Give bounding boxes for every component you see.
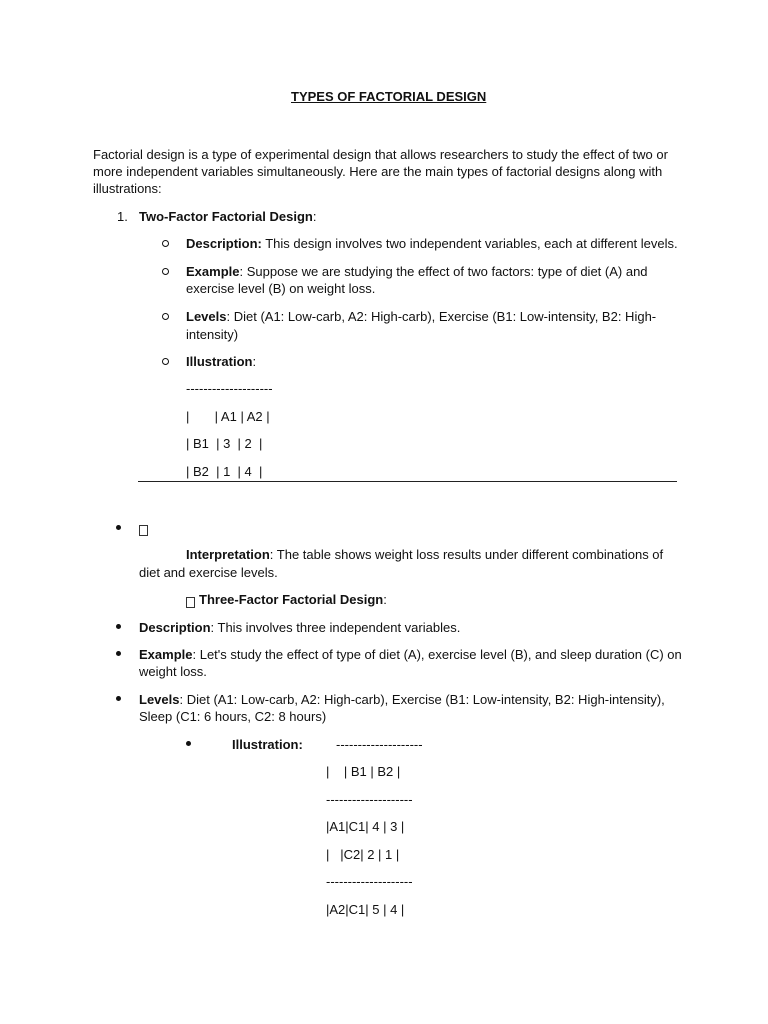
section-2-heading-row	[199, 591, 387, 609]
section-2-heading-colon: :	[383, 592, 387, 607]
missing-glyph-icon	[139, 523, 148, 538]
s2-table-line: | | B1 | B2 |	[326, 764, 401, 779]
s2-illustration-first-line: --------------------	[336, 737, 423, 752]
s1-illustration-label: Illustration	[186, 354, 253, 369]
s1-example-label: Example	[186, 264, 240, 279]
hollow-bullet-icon	[162, 240, 169, 247]
s1-table-line: --------------------	[186, 381, 273, 396]
s1-levels-label: Levels	[186, 309, 227, 324]
interpretation-line-2: diet and exercise levels.	[139, 565, 278, 580]
s2-levels-line-2: Sleep (C1: 6 hours, C2: 8 hours)	[139, 709, 327, 724]
s2-example-text-1: : Let's study the effect of type of diet (A), exercise level (B), and sleep duration (C) on	[192, 647, 682, 662]
horizontal-rule	[138, 481, 677, 482]
s1-table-line: | | A1 | A2 |	[186, 409, 270, 424]
s1-table-line: | B2 | 1 | 4 |	[186, 464, 263, 479]
s2-example-label: Example	[139, 647, 193, 662]
hollow-bullet-icon	[162, 313, 169, 320]
s2-levels-label: Levels	[139, 692, 180, 707]
interpretation-line-1	[186, 546, 663, 564]
filled-bullet-icon	[116, 525, 121, 530]
filled-bullet-icon	[116, 651, 121, 656]
s2-table-line: |A2|C1| 5 | 4 |	[326, 902, 405, 917]
s2-example-line-1	[139, 646, 682, 664]
s2-description-text: : This involves three independent variables.	[210, 620, 461, 635]
missing-glyph-icon	[186, 595, 195, 610]
s2-illustration-label: Illustration:	[232, 737, 303, 752]
hollow-bullet-icon	[162, 268, 169, 275]
s1-example-line-1	[186, 263, 648, 281]
s1-illustration-colon: :	[252, 354, 257, 369]
s1-illustration	[186, 353, 256, 371]
s2-description-label: Description	[139, 620, 211, 635]
section-1-heading-row	[139, 208, 316, 226]
section-2-heading: Three-Factor Factorial Design	[199, 592, 384, 607]
section-1-number: 1.	[117, 209, 128, 224]
s1-levels-line-1	[186, 308, 656, 326]
s2-table-line: --------------------	[326, 792, 413, 807]
s1-levels-line-2: intensity)	[186, 327, 239, 342]
s1-description-label: Description:	[186, 236, 262, 251]
filled-bullet-icon	[116, 696, 121, 701]
s2-table-line: | |C2| 2 | 1 |	[326, 847, 400, 862]
page-title: TYPES OF FACTORIAL DESIGN	[291, 89, 487, 104]
intro-line-2: more independent variables simultaneously. Here are the main types of factorial designs along with	[93, 164, 663, 179]
hollow-bullet-icon	[162, 358, 169, 365]
s2-example-line-2: weight loss.	[139, 664, 207, 679]
intro-line-1: Factorial design is a type of experimental design that allows researchers to study the effect of two or	[93, 147, 668, 162]
s2-table-line: --------------------	[326, 874, 413, 889]
s1-levels-text-1: : Diet (A1: Low-carb, A2: High-carb), Exercise (B1: Low-intensity, B2: High-	[226, 309, 657, 324]
s1-example-text-1: : Suppose we are studying the effect of two factors: type of diet (A) and	[239, 264, 648, 279]
s1-description	[186, 235, 678, 253]
interpretation-label: Interpretation	[186, 547, 270, 562]
s1-example-line-2: exercise level (B) on weight loss.	[186, 281, 376, 296]
interpretation-text-1: : The table shows weight loss results under different combinations of	[269, 547, 664, 562]
section-1-heading-colon: :	[312, 209, 317, 224]
s1-description-text: This design involves two independent variables, each at different levels.	[261, 236, 678, 251]
filled-bullet-icon	[186, 741, 191, 746]
s2-levels-line-1	[139, 691, 665, 709]
s2-description	[139, 619, 460, 637]
filled-bullet-icon	[116, 624, 121, 629]
intro-line-3: illustrations:	[93, 181, 162, 196]
s2-levels-text-1: : Diet (A1: Low-carb, A2: High-carb), Exercise (B1: Low-intensity, B2: High-intensity),	[179, 692, 665, 707]
section-1-heading: Two-Factor Factorial Design	[139, 209, 313, 224]
s1-table-line: | B1 | 3 | 2 |	[186, 436, 263, 451]
s2-table-line: |A1|C1| 4 | 3 |	[326, 819, 405, 834]
